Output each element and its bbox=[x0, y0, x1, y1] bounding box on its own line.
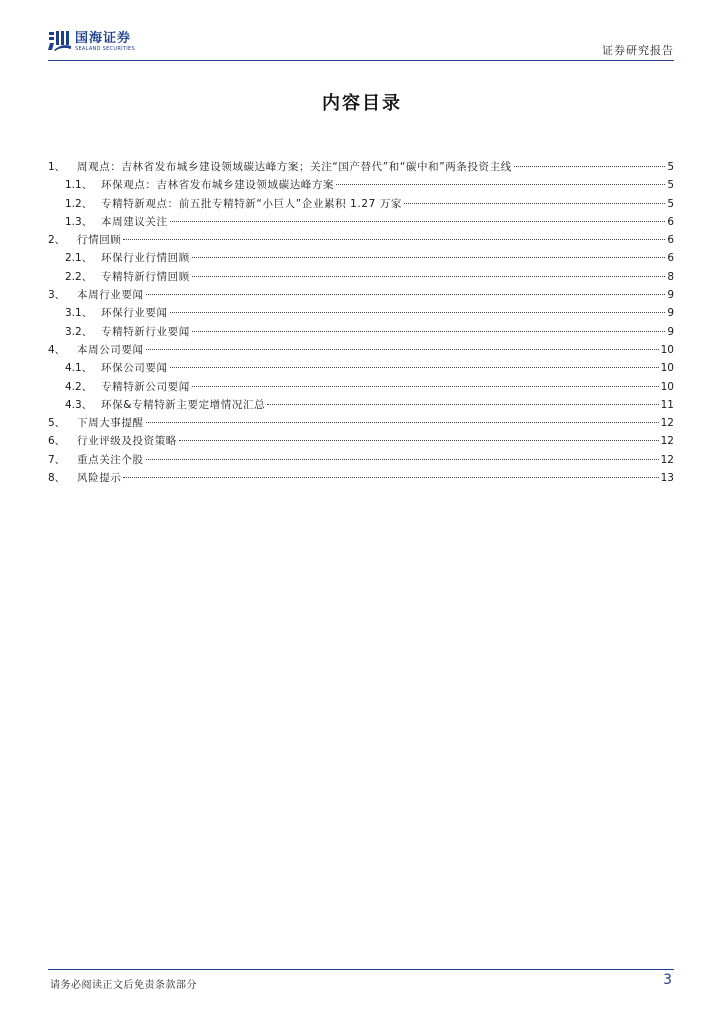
toc-entry-page: 12 bbox=[660, 435, 674, 448]
toc-entry-page: 5 bbox=[667, 179, 674, 192]
toc-entry-number: 3、 bbox=[48, 289, 66, 302]
toc-dot-leader bbox=[192, 257, 665, 258]
sealand-logo-icon bbox=[48, 30, 72, 52]
toc-dot-leader bbox=[179, 440, 659, 441]
toc-entry-number: 8、 bbox=[48, 472, 66, 485]
toc-entry-page: 11 bbox=[660, 398, 674, 411]
toc-entry[interactable] bbox=[48, 304, 674, 322]
toc-entry-page: 9 bbox=[667, 289, 674, 302]
toc-entry[interactable] bbox=[48, 414, 674, 432]
toc-entry-title: 本周公司要闻 bbox=[77, 343, 144, 356]
toc-entry-title: 环保行业行情回顾 bbox=[101, 252, 190, 265]
toc-entry-title: 重点关注个股 bbox=[77, 453, 144, 466]
toc-entry-number: 1、 bbox=[48, 161, 66, 173]
toc-entry-number: 4.3、 bbox=[65, 398, 93, 411]
toc-dot-leader bbox=[123, 239, 665, 240]
logo-chinese-text: 国海证券 bbox=[75, 31, 132, 46]
page-number: 3 bbox=[663, 972, 672, 988]
toc-entry[interactable] bbox=[48, 158, 674, 176]
toc-entry-number: 2.1、 bbox=[65, 252, 93, 265]
toc-entry-page: 6 bbox=[667, 234, 674, 247]
toc-entry-title: 下周大事提醒 bbox=[77, 417, 144, 430]
footer-disclaimer: 请务必阅读正文后免责条款部分 bbox=[50, 980, 197, 991]
toc-dot-leader bbox=[192, 276, 665, 277]
toc-dot-leader bbox=[192, 331, 665, 332]
toc-entry[interactable] bbox=[48, 341, 674, 359]
page-header bbox=[48, 28, 674, 62]
toc-entry-page: 10 bbox=[660, 362, 674, 375]
toc-dot-leader bbox=[146, 294, 665, 295]
toc-entry-title: 专精特新观点：前五批专精特新“小巨人”企业累积 1.27 万家 bbox=[101, 197, 403, 210]
toc-entry-page: 6 bbox=[667, 252, 674, 265]
toc-entry-number: 2、 bbox=[48, 234, 66, 247]
toc-entry-page: 5 bbox=[667, 197, 674, 210]
page-title: 内容目录 bbox=[322, 93, 402, 114]
toc-entry-title: 专精特新行业要闻 bbox=[101, 325, 190, 338]
toc-dot-leader bbox=[123, 477, 658, 478]
toc-entry[interactable] bbox=[48, 213, 674, 231]
toc-entry-number: 1.3、 bbox=[65, 215, 93, 228]
toc-entry-page: 9 bbox=[667, 325, 674, 338]
toc-entry-title: 周观点：吉林省发布城乡建设领域碳达峰方案；关注“国产替代”和“碳中和”两条投资主线 bbox=[77, 161, 512, 173]
toc-dot-leader bbox=[192, 386, 659, 387]
toc-entry-number: 1.2、 bbox=[65, 197, 93, 210]
toc-entry[interactable] bbox=[48, 268, 674, 286]
toc-dot-leader bbox=[170, 367, 659, 368]
toc-entry[interactable] bbox=[48, 359, 674, 377]
toc-entry[interactable] bbox=[48, 378, 674, 396]
toc-entry-title: 本周建议关注 bbox=[101, 215, 168, 228]
toc-entry-page: 10 bbox=[660, 380, 674, 393]
toc-entry[interactable] bbox=[48, 231, 674, 249]
toc-entry-number: 3.2、 bbox=[65, 325, 93, 338]
toc-entry-title: 本周行业要闻 bbox=[77, 289, 144, 302]
toc-entry-number: 4、 bbox=[48, 343, 66, 356]
toc-entry-number: 6、 bbox=[48, 435, 66, 448]
toc-dot-leader bbox=[170, 221, 665, 222]
toc-entry-title: 行业评级及投资策略 bbox=[77, 435, 177, 448]
toc-entry[interactable] bbox=[48, 432, 674, 450]
toc-entry-title: 风险提示 bbox=[77, 472, 122, 485]
toc-entry-number: 4.2、 bbox=[65, 380, 93, 393]
toc-entry-number: 7、 bbox=[48, 453, 66, 466]
toc-entry-number: 1.1、 bbox=[65, 179, 93, 192]
toc-entry-title: 专精特新公司要闻 bbox=[101, 380, 190, 393]
toc-dot-leader bbox=[267, 404, 658, 405]
toc-entry-title: 专精特新行情回顾 bbox=[101, 270, 190, 283]
toc-dot-leader bbox=[170, 312, 665, 313]
toc-dot-leader bbox=[514, 166, 665, 167]
toc-entry-number: 3.1、 bbox=[65, 307, 93, 320]
toc-entry-page: 12 bbox=[660, 417, 674, 430]
toc-entry-page: 8 bbox=[667, 270, 674, 283]
toc-dot-leader bbox=[146, 349, 659, 350]
toc-entry-title: 环保公司要闻 bbox=[101, 362, 168, 375]
toc-entry-page: 9 bbox=[667, 307, 674, 320]
toc-dot-leader bbox=[404, 203, 665, 204]
toc-entry-page: 5 bbox=[667, 161, 674, 173]
toc-entry-number: 4.1、 bbox=[65, 362, 93, 375]
toc-entry-page: 13 bbox=[660, 472, 674, 485]
company-logo bbox=[48, 30, 135, 52]
toc-entry-page: 6 bbox=[667, 215, 674, 228]
toc-entry-title: 环保行业要闻 bbox=[101, 307, 168, 320]
table-of-contents bbox=[48, 158, 674, 487]
toc-entry-title: 行情回顾 bbox=[77, 234, 122, 247]
footer-divider bbox=[48, 969, 674, 970]
toc-entry-title: 环保观点：吉林省发布城乡建设领域碳达峰方案 bbox=[101, 179, 335, 192]
toc-entry-number: 5、 bbox=[48, 417, 66, 430]
toc-entry[interactable] bbox=[48, 195, 674, 213]
toc-entry[interactable] bbox=[48, 469, 674, 487]
header-divider bbox=[48, 60, 674, 61]
toc-entry[interactable] bbox=[48, 249, 674, 267]
toc-entry-title: 环保&专精特新主要定增情况汇总 bbox=[101, 398, 266, 411]
toc-entry-page: 12 bbox=[660, 453, 674, 466]
toc-dot-leader bbox=[146, 422, 659, 423]
toc-entry[interactable] bbox=[48, 176, 674, 194]
toc-entry-page: 10 bbox=[660, 343, 674, 356]
toc-entry[interactable] bbox=[48, 396, 674, 414]
report-type: 证券研究报告 bbox=[602, 44, 674, 57]
toc-dot-leader bbox=[336, 184, 665, 185]
toc-entry[interactable] bbox=[48, 286, 674, 304]
toc-entry[interactable] bbox=[48, 451, 674, 469]
toc-dot-leader bbox=[146, 459, 659, 460]
toc-entry-number: 2.2、 bbox=[65, 270, 93, 283]
logo-english-text: SEALAND SECURITIES bbox=[75, 46, 135, 52]
toc-entry[interactable] bbox=[48, 323, 674, 341]
